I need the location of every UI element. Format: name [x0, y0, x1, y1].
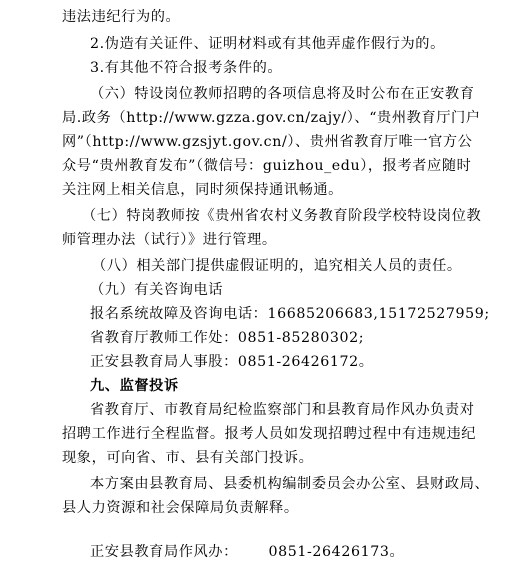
text-line: 正安县教育局作风办： 0851-26426173。 — [90, 544, 405, 560]
text-line: 招聘工作进行全程监督。报考人员如发现招聘过程中有违规违纪 — [62, 426, 477, 442]
text-line: （六）特设岗位教师招聘的各项信息将及时公布在正安教育 — [90, 86, 475, 102]
text-line: 众号“贵州教育发布”（微信号：guizhou_edu），报考者应随时 — [62, 158, 472, 174]
text-line: 正安县教育局人事股：0851-26426172。 — [90, 354, 374, 370]
text-line: 3.有其他不符合报考条件的。 — [90, 60, 283, 76]
text-line: 师管理办法（试行）》进行管理。 — [62, 232, 277, 248]
text-line: 报名系统故障及咨询电话：16685206683,15172527959; — [90, 306, 490, 322]
text-line: 县人力资源和社会保障局负责解释。 — [62, 500, 299, 516]
text-line: 关注网上相关信息，同时须保持通讯畅通。 — [62, 182, 343, 198]
text-line: 2.伪造有关证件、证明材料或有其他弄虚作假行为的。 — [90, 36, 445, 52]
text-line: （八）相关部门提供虚假证明的，追究相关人员的责任。 — [92, 258, 462, 274]
text-line: 违法违纪行为的。 — [62, 9, 181, 25]
text-line: 局.政务（http://www.gzza.gov.cn/zajy/）、“贵州教育厅门户 — [62, 110, 481, 126]
text-line: 网”（http://www.gzsjyt.gov.cn/）、贵州省教育厅唯一官方公 — [62, 134, 473, 150]
section-heading: 九、监督投诉 — [90, 378, 179, 394]
text-line: （七）特岗教师按《贵州省农村义务教育阶段学校特设岗位教 — [82, 208, 482, 224]
text-line: 本方案由县教育局、县委机构编制委员会办公室、县财政局、 — [90, 476, 490, 492]
text-line: （九）有关咨询电话 — [90, 282, 224, 298]
text-line: 省教育厅、市教育局纪检监察部门和县教育局作风办负责对 — [90, 402, 475, 418]
text-line: 现象，可向省、市、县有关部门投诉。 — [62, 450, 314, 466]
text-line: 省教育厅教师工作处：0851-85280302; — [90, 330, 365, 346]
